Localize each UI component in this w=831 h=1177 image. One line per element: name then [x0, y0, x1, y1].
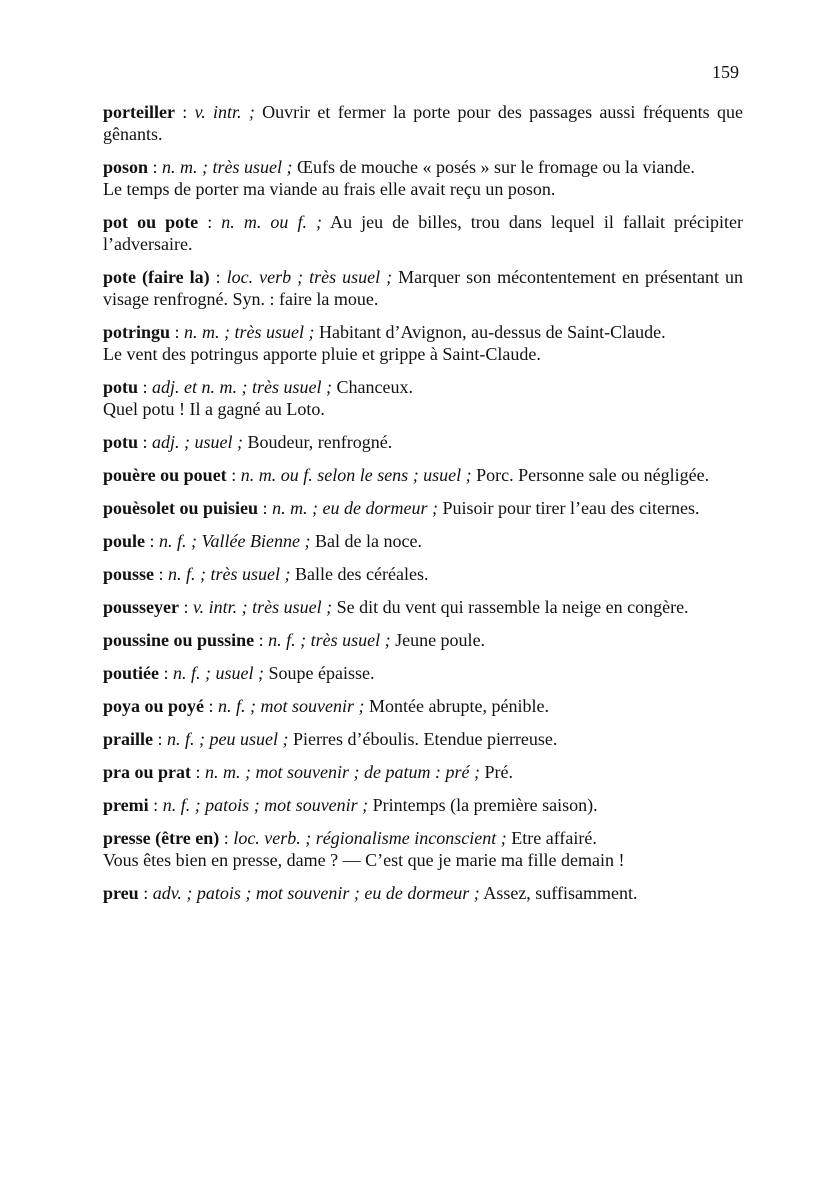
entry-headword: premi: [103, 795, 149, 815]
entry-headword: poya ou poyé: [103, 696, 205, 716]
entry-grammar: adj. et n. m. ; très usuel ;: [152, 377, 333, 397]
entry-headword: potringu: [103, 322, 171, 342]
page-number: 159: [712, 62, 739, 82]
entry-separator: :: [204, 696, 219, 716]
entry-headword: pouèsolet ou puisieu: [103, 498, 259, 518]
entry-grammar: n. f. ; mot souvenir ;: [218, 696, 365, 716]
entry-separator: :: [258, 498, 273, 518]
entry-definition: Œufs de mouche « posés » sur le fromage ou la viande.: [292, 157, 695, 177]
entry-headword: preu: [103, 883, 139, 903]
entry-headword: porteiller: [103, 102, 175, 122]
entry-definition: Montée abrupte, pénible.: [364, 696, 549, 716]
dictionary-entry: [103, 629, 743, 651]
entry-grammar: loc. verb ; très usuel ;: [226, 267, 393, 287]
entry-separator: :: [148, 157, 163, 177]
entry-headword: pote (faire la): [103, 267, 210, 287]
entry-separator: :: [219, 828, 234, 848]
entry-separator: :: [254, 630, 269, 650]
entry-grammar: v. intr. ;: [194, 102, 255, 122]
entry-separator: :: [191, 762, 206, 782]
dictionary-entry: [103, 662, 743, 684]
dictionary-entry: [103, 431, 743, 453]
entry-headword: pouère ou pouet: [103, 465, 227, 485]
dictionary-entry: [103, 497, 743, 519]
dictionary-entry: [103, 321, 743, 365]
entry-separator: :: [209, 267, 227, 287]
entry-example: Quel potu ! Il a gagné au Loto.: [103, 399, 325, 419]
entry-headword: praille: [103, 729, 153, 749]
entry-grammar: n. f. ; Vallée Bienne ;: [159, 531, 311, 551]
dictionary-entry: [103, 794, 743, 816]
entry-separator: :: [159, 663, 174, 683]
entry-grammar: n. m. ; eu de dormeur ;: [272, 498, 439, 518]
entry-example: Le temps de porter ma viande au frais elle avait reçu un poson.: [103, 179, 556, 199]
entry-headword: poutiée: [103, 663, 159, 683]
entry-definition: Habitant d’Avignon, au-dessus de Saint-Claude.: [314, 322, 666, 342]
entry-grammar: adj. ; usuel ;: [152, 432, 244, 452]
entry-headword: pot ou pote: [103, 212, 199, 232]
entry-separator: :: [170, 322, 185, 342]
entry-headword: poussine ou pussine: [103, 630, 255, 650]
entry-separator: :: [226, 465, 241, 485]
entry-definition: Soupe épaisse.: [264, 663, 375, 683]
entry-definition: Etre affairé.: [506, 828, 597, 848]
entry-headword: pousseyer: [103, 597, 179, 617]
entry-definition: Ouvrir et fermer la porte pour des passages aussi fréquents que gênants.: [103, 102, 743, 144]
dictionary-entry: [103, 882, 743, 904]
dictionary-entry: [103, 376, 743, 420]
entry-separator: :: [138, 432, 153, 452]
entry-headword: potu: [103, 377, 139, 397]
entry-definition: Assez, suffisamment.: [479, 883, 638, 903]
entry-definition: Bal de la noce.: [310, 531, 422, 551]
dictionary-entry: [103, 761, 743, 783]
dictionary-entry: [103, 695, 743, 717]
entry-definition: Au jeu de billes, trou dans lequel il fallait précipiter l’adversaire.: [103, 212, 743, 254]
entry-separator: :: [148, 795, 163, 815]
entry-grammar: loc. verb. ; régionalisme inconscient ;: [233, 828, 507, 848]
dictionary-entry: [103, 530, 743, 552]
entry-definition: Chanceux.: [332, 377, 413, 397]
entry-example: Vous êtes bien en presse, dame ? — C’est que je marie ma fille demain !: [103, 850, 625, 870]
entry-definition: Pierres d’éboulis. Etendue pierreuse.: [288, 729, 558, 749]
entry-example: Le vent des potringus apporte pluie et grippe à Saint-Claude.: [103, 344, 541, 364]
entry-separator: :: [154, 564, 169, 584]
entry-definition: Porc. Personne sale ou négligée.: [471, 465, 710, 485]
entry-headword: pra ou prat: [103, 762, 192, 782]
entry-grammar: n. f. ; très usuel ;: [168, 564, 291, 584]
entry-grammar: v. intr. ; très usuel ;: [193, 597, 333, 617]
dictionary-entry: [103, 156, 743, 200]
dictionary-entry: [103, 101, 743, 145]
entry-definition: Balle des céréales.: [290, 564, 429, 584]
entry-grammar: n. m. ; très usuel ;: [162, 157, 293, 177]
entry-separator: :: [198, 212, 222, 232]
entry-headword: potu: [103, 432, 139, 452]
dictionary-entry: [103, 827, 743, 871]
entry-definition: Pré.: [479, 762, 513, 782]
dictionary-entry: [103, 728, 743, 750]
entry-grammar: n. f. ; peu usuel ;: [167, 729, 289, 749]
entry-headword: poson: [103, 157, 149, 177]
entry-grammar: n. m. ou f. selon le sens ; usuel ;: [240, 465, 472, 485]
dictionary-entry: [103, 266, 743, 310]
entry-definition: Marquer son mécontentement en présentant un visage renfrogné. Syn. : faire la moue.: [103, 267, 743, 309]
entry-definition: Puisoir pour tirer l’eau des citernes.: [438, 498, 700, 518]
entry-separator: :: [179, 597, 194, 617]
entry-headword: poule: [103, 531, 146, 551]
entry-separator: :: [138, 377, 153, 397]
dictionary-entry: [103, 563, 743, 585]
entry-separator: :: [174, 102, 195, 122]
dictionary-entry: [103, 211, 743, 255]
entry-grammar: n. m. ; mot souvenir ; de patum : pré ;: [205, 762, 480, 782]
entry-separator: :: [145, 531, 160, 551]
entry-separator: :: [138, 883, 153, 903]
entry-grammar: n. m. ou f. ;: [221, 212, 322, 232]
dictionary-entry: [103, 464, 743, 486]
entry-separator: :: [153, 729, 168, 749]
entry-grammar: n. m. ; très usuel ;: [184, 322, 315, 342]
entry-definition: Boudeur, renfrogné.: [243, 432, 393, 452]
entry-grammar: adv. ; patois ; mot souvenir ; eu de dormeur ;: [152, 883, 480, 903]
entry-headword: presse (être en): [103, 828, 220, 848]
dictionary-entries: [103, 101, 743, 915]
entry-grammar: n. f. ; patois ; mot souvenir ;: [162, 795, 369, 815]
entry-definition: Jeune poule.: [390, 630, 486, 650]
entry-grammar: n. f. ; très usuel ;: [268, 630, 391, 650]
entry-headword: pousse: [103, 564, 155, 584]
entry-definition: Se dit du vent qui rassemble la neige en congère.: [332, 597, 689, 617]
entry-definition: Printemps (la première saison).: [368, 795, 598, 815]
dictionary-entry: [103, 596, 743, 618]
entry-grammar: n. f. ; usuel ;: [173, 663, 264, 683]
